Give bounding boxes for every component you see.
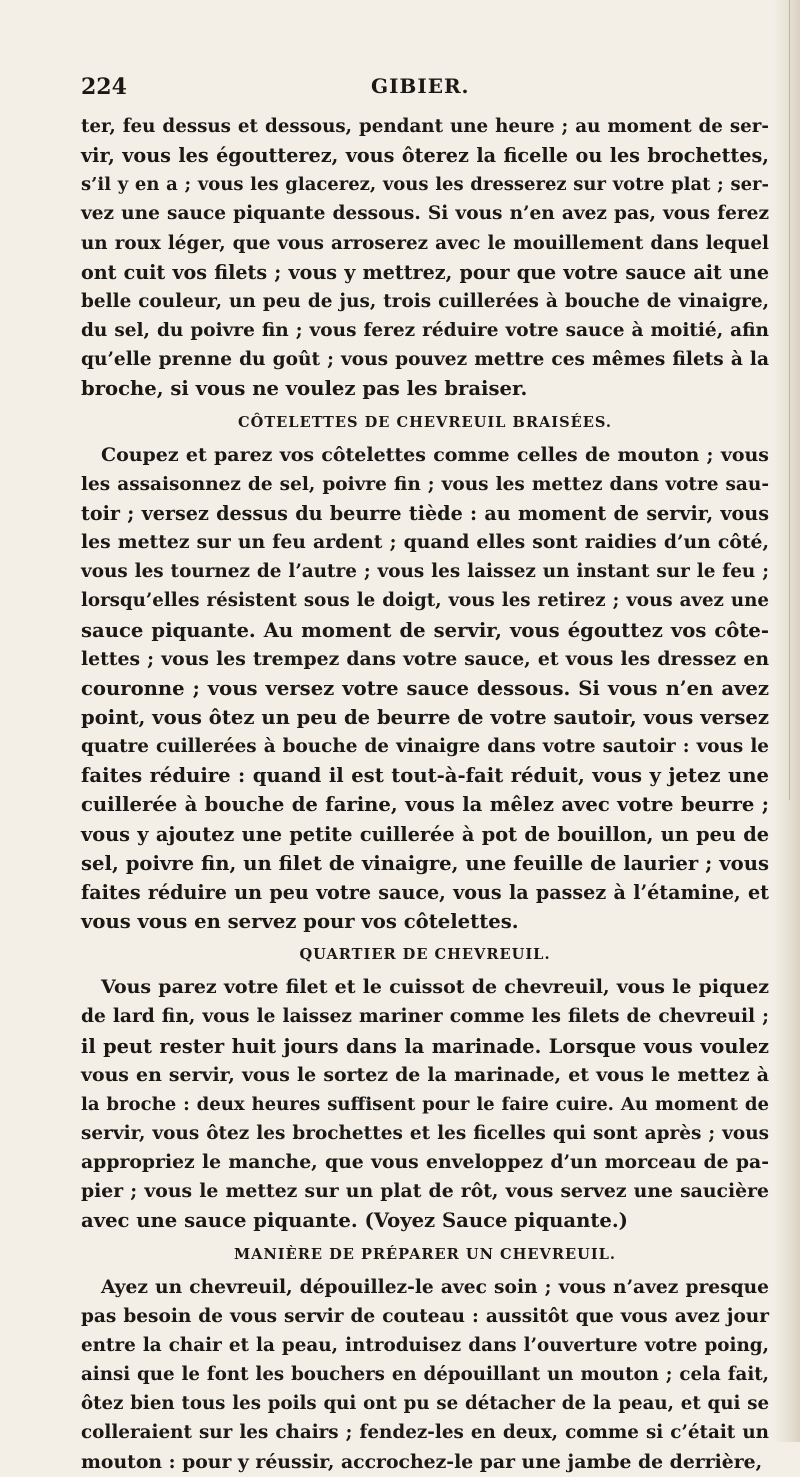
text-line: mouton : pour y réussir, accrochez-le par une jambe de derrière, <box>81 1450 763 1473</box>
text-line: lettes ; vous les trempez dans votre sauce, et vous les dressez en <box>81 647 769 670</box>
text-line: vir, vous les égoutterez, vous ôterez la ficelle ou les brochettes, <box>81 144 769 168</box>
text-line: vous vous en servez pour vos côtelettes. <box>81 910 519 934</box>
text-line: faites réduire un peu votre sauce, vous la passez à l’étamine, et <box>81 880 769 904</box>
text-line: couronne ; vous versez votre sauce dessous. Si vous n’en avez <box>81 676 769 700</box>
page-edge-line <box>789 0 790 800</box>
text-line: ainsi que le font les bouchers en dépouillant un mouton ; cela fait, <box>81 1364 769 1386</box>
text-line: quatre cuillerées à bouche de vinaigre dans votre sautoir : vous le <box>81 736 769 758</box>
text-line: la broche : deux heures suffisent pour le faire cuire. Au moment de <box>81 1093 769 1115</box>
running-title: GIBIER. <box>371 74 470 98</box>
text-line: colleraient sur les chairs ; fendez-les en deux, comme si c’était un <box>81 1422 769 1444</box>
text-line: de lard fin, vous le laissez mariner comme les filets de chevreuil ; <box>81 1006 769 1028</box>
paragraph <box>81 1273 769 1477</box>
text-line: vez une sauce piquante dessous. Si vous n’en avez pas, vous ferez <box>81 203 769 225</box>
page-body <box>81 112 769 1477</box>
text-line: avec une sauce piquante. (Voyez Sauce piquante.) <box>81 1209 628 1233</box>
text-line: lorsqu’elles résistent sous le doigt, vous les retirez ; vous avez une <box>81 590 769 612</box>
text-line: ont cuit vos filets ; vous y mettrez, pour que votre sauce ait une <box>81 260 769 284</box>
page-number: 224 <box>81 74 127 100</box>
text-line: les assaisonnez de sel, poivre fin ; vous les mettez dans votre sau- <box>81 473 769 495</box>
text-line: appropriez le manche, que vous enveloppez d’un morceau de pa- <box>81 1151 769 1174</box>
text-line: belle couleur, un peu de jus, trois cuillerées à bouche de vinaigre, <box>81 290 769 312</box>
text-line: Coupez et parez vos côtelettes comme celles de mouton ; vous <box>101 443 769 466</box>
section-heading: CÔTELETTES DE CHEVREUIL BRAISÉES. <box>238 413 612 431</box>
text-line: s’il y en a ; vous les glacerez, vous les dresserez sur votre plat ; ser- <box>81 174 769 196</box>
text-line: pas besoin de vous servir de couteau : aussitôt que vous avez jour <box>81 1305 769 1327</box>
text-line: les mettez sur un feu ardent ; quand elles sont raidies d’un côté, <box>81 531 769 554</box>
text-line: Vous parez votre filet et le cuissot de chevreuil, vous le piquez <box>101 976 769 999</box>
paragraph-continued <box>81 112 769 404</box>
page-edge-shadow <box>774 0 800 1442</box>
text-line: toir ; versez dessus du beurre tiède : au moment de servir, vous <box>81 501 769 525</box>
text-line: sel, poivre fin, un filet de vinaigre, une feuille de laurier ; vous <box>81 851 769 875</box>
text-line: entre la chair et la peau, introduisez dans l’ouverture votre poing, <box>81 1334 769 1356</box>
text-line: ter, feu dessus et dessous, pendant une heure ; au moment de ser- <box>81 116 769 137</box>
paragraph <box>81 973 769 1235</box>
text-line: point, vous ôtez un peu de beurre de votre sautoir, vous versez <box>81 705 769 729</box>
text-line: pier ; vous le mettez sur un plat de rôt, vous servez une saucière <box>81 1180 769 1203</box>
text-line: cuillerée à bouche de farine, vous la mêlez avec votre beurre ; <box>81 793 769 817</box>
text-line: faites réduire : quand il est tout-à-fait réduit, vous y jetez une <box>81 764 769 788</box>
paragraph <box>81 441 769 937</box>
text-line: servir, vous ôtez les brochettes et les ficelles qui sont après ; vous <box>81 1123 769 1144</box>
section-heading: MANIÈRE DE PRÉPARER UN CHEVREUIL. <box>233 1245 617 1263</box>
text-line: ôtez bien tous les poils qui ont pu se détacher de la peau, et qui se <box>81 1393 769 1415</box>
text-line: vous en servir, vous le sortez de la marinade, et vous le mettez à <box>81 1063 769 1086</box>
text-line: vous y ajoutez une petite cuillerée à pot de bouillon, un peu de <box>81 822 769 846</box>
text-line: vous les tournez de l’autre ; vous les laissez un instant sur le feu ; <box>81 561 769 583</box>
text-line: il peut rester huit jours dans la marinade. Lorsque vous voulez <box>81 1034 769 1058</box>
text-line: qu’elle prenne du goût ; vous pouvez mettre ces mêmes filets à la <box>81 349 769 371</box>
section-heading: QUARTIER DE CHEVREUIL. <box>299 946 551 964</box>
text-line: Ayez un chevreuil, dépouillez-le avec soin ; vous n’avez presque <box>101 1276 769 1298</box>
page-header <box>81 74 771 104</box>
text-line: broche, si vous ne voulez pas les braiser. <box>81 377 528 401</box>
text-line: du sel, du poivre fin ; vous ferez réduire votre sauce à moitié, afin <box>81 320 769 342</box>
text-line: sauce piquante. Au moment de servir, vous égouttez vos côte- <box>81 618 769 642</box>
text-line: un roux léger, que vous arroserez avec le mouillement dans lequel <box>81 232 769 254</box>
